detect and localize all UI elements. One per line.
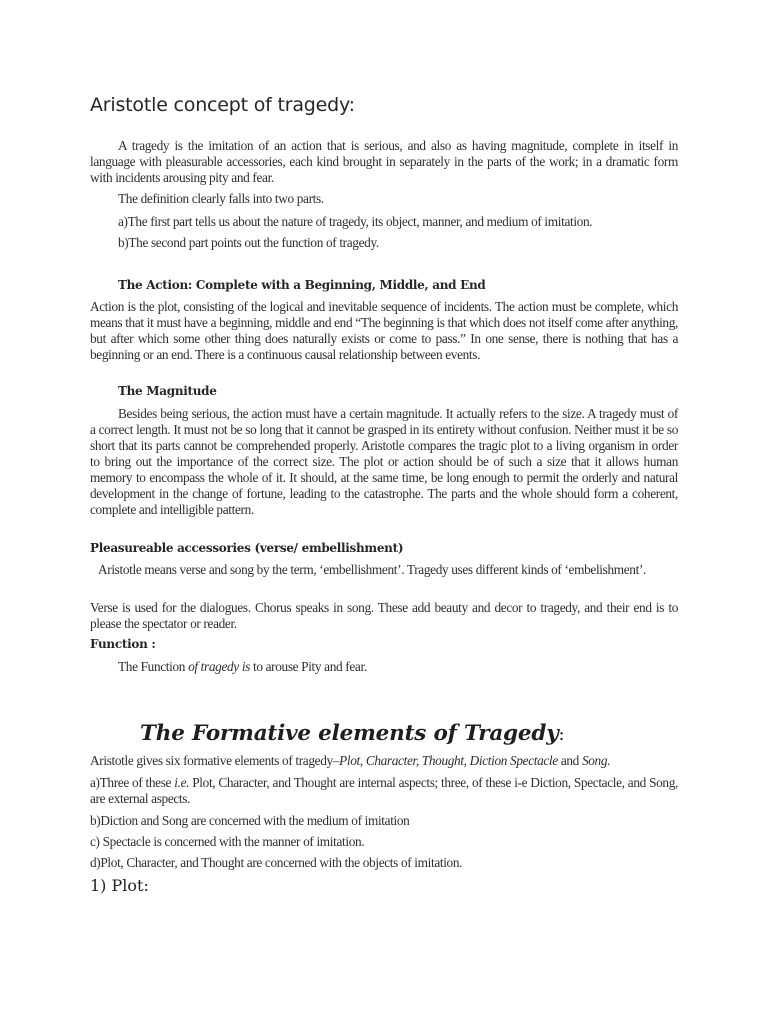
page-title: Aristotle concept of tragedy: (90, 94, 355, 116)
function-line: The Function of tragedy is to arouse Pity and fear. (118, 659, 367, 674)
pleasure-paragraph-1: Aristotle means verse and song by the term, ‘embellishment’. Tragedy uses different kinds of ‘embelishment’. (98, 562, 647, 577)
item-a-paragraph: a)Three of these i.e. Plot, Character, and Thought are internal aspects; three, of these i-e Diction, Spectacle, and Song, are external aspects. (90, 775, 678, 806)
action-heading: The Action: Complete with a Beginning, Middle, and End (118, 278, 486, 292)
function-heading: Function : (90, 637, 156, 651)
item-b-line: b)Diction and Song are concerned with the medium of imitation (90, 813, 410, 828)
pleasure-heading: Pleasureable accessories (verse/ embellishment) (90, 541, 404, 555)
intro-paragraph: A tragedy is the imitation of an action that is serious, and also as having magnitude, complete in itself in language with pleasurable accessories, each kind brought in separately in the parts of the work; in a dramatic form with incidents arousing pity and fear. (90, 138, 678, 185)
part-b-line: b)The second part points out the function of tragedy. (118, 235, 379, 250)
six-elements-line: Aristotle gives six formative elements of tragedy–Plot, Character, Thought, Diction Spectacle and Song. (90, 753, 611, 768)
magnitude-heading: The Magnitude (118, 384, 217, 398)
part-a-line: a)The first part tells us about the nature of tragedy, its object, manner, and medium of imitation. (118, 214, 593, 229)
plot-heading: 1) Plot: (90, 876, 149, 895)
definition-line: The definition clearly falls into two parts. (118, 191, 324, 206)
action-paragraph: Action is the plot, consisting of the logical and inevitable sequence of incidents. The action must be complete, which means that it must have a beginning, middle and end “The beginning is that which does not itself come after anything, but after which some other thing does naturally exists or come to pass.” In one sense, there is nothing that has a beginning or an end. There is a continuous causal relationship between events. (90, 299, 678, 362)
magnitude-paragraph: Besides being serious, the action must have a certain magnitude. It actually refers to the size. A tragedy must of a correct length. It must not be so long that it cannot be grasped in its entirety without confusion. Neither must it be so short that its parts cannot be comprehended properly. Aristotle compares the tragic plot to a living organism in order to bring out the importance of the correct size. The plot or action should be of such a size that it allows human memory to encompass the whole of it. It should, at the same time, be long enough to permit the orderly and natural development in the change of fortune, leading to the catastrophe. The parts and the whole should form a coherent, complete and intelligible pattern. (90, 406, 678, 517)
pleasure-paragraph-2: Verse is used for the dialogues. Chorus speaks in song. These add beauty and decor to tragedy, and their end is to please the spectator or reader. (90, 600, 678, 631)
item-c-line: c) Spectacle is concerned with the manner of imitation. (90, 834, 365, 849)
item-d-line: d)Plot, Character, and Thought are concerned with the objects of imitation. (90, 855, 463, 870)
formative-heading: The Formative elements of Tragedy: (140, 721, 565, 746)
